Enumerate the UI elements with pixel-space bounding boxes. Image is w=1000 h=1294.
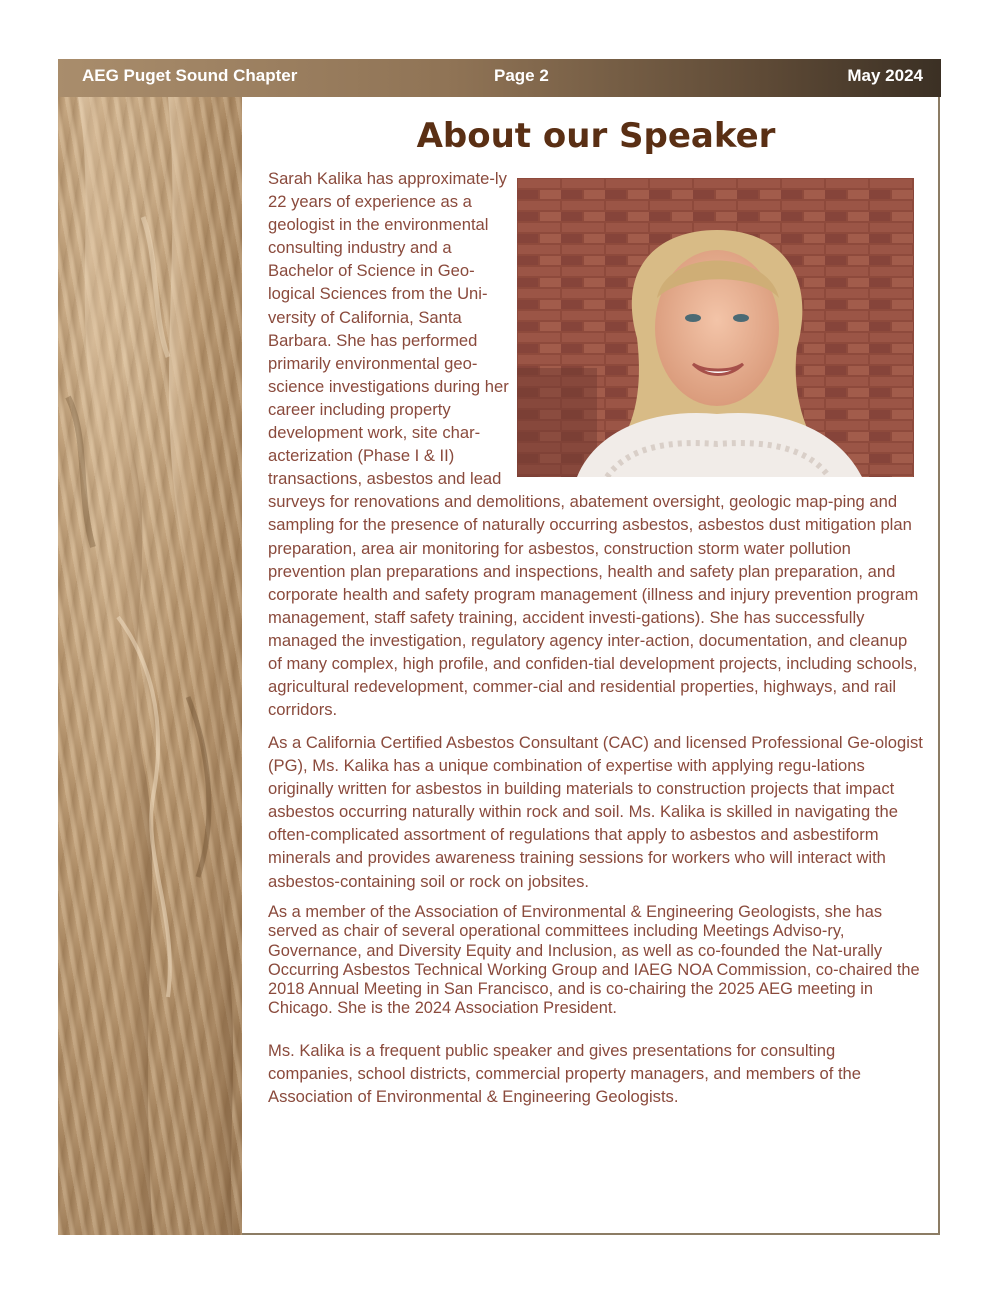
speaker-bio-paragraph-1 (268, 167, 924, 721)
speaker-bio-paragraph-3: As a member of the Association of Environmental & Engineering Geologists, she has served as chair of several operational committees including Meetings Adviso-ry, Governance, and Diversity Equity and Inclusion, as well as co-founded the Nat-urally Occurring Asbestos Technical Working Group and IAEG NOA Commission, co-chaired the 2018 Annual Meeting in San Francisco, and is co-chairing the 2025 AEG meeting in Chicago. She is the 2024 Association President. (268, 903, 920, 1018)
terrain-relief-texture (58, 97, 242, 1235)
decorative-terrain-strip (58, 97, 242, 1235)
speaker-bio-paragraph-4: Ms. Kalika is a frequent public speaker and gives presentations for consulting companies, school districts, commercial property managers, and members of the Association of Environmental & Engineering Geologists. (268, 1041, 862, 1107)
bio-text-1: Sarah Kalika has approximate-ly 22 years of experience as a geologist in the environmental consulting industry and a Bachelor of Science in Geo-logical Sciences from the Uni-versity of California, Santa Barbara. She has performed primarily environmental geo-science investigations during her career including property development work, site char-acterization (Phase I & II) transactions, asbestos and lead surveys for renovations and demolitions, abatement oversight, geologic map-ping and sampling for the presence of naturally occurring asbestos, asbestos dust mitigation plan preparation, area air monitoring for asbestos, construction storm water pollution prevention plan preparations and inspections, health and safety plan preparation, and corporate health and safety program management (illness and injury prevention program management, staff safety training, accident investi-gations). She has successfully managed the investigation, regulatory agency inter-action, documentation, and cleanup of many complex, high profile, and confiden-tial development projects, including schools, agricultural redevelopment, commer-cial and residential properties, highways, and rail corridors. (268, 169, 919, 720)
header-bar (58, 59, 941, 97)
issue-date: May 2024 (847, 66, 923, 85)
chapter-name: AEG Puget Sound Chapter (82, 66, 298, 85)
page-number: Page 2 (494, 66, 549, 85)
page-title: About our Speaker (416, 116, 776, 156)
speaker-bio-paragraph-2: As a California Certified Asbestos Consultant (CAC) and licensed Professional Ge-ologist (PG), Ms. Kalika has a unique combination of expertise with applying regu-lations originally written for asbestos in building materials to construction projects that impact asbestos occurring naturally within rock and soil. Ms. Kalika is skilled in navigating the often-complicated assortment of regulations that apply to asbestos and asbestiform minerals and provides awareness training sessions for workers who will interact with asbestos-containing soil or rock on jobsites. (268, 733, 923, 891)
